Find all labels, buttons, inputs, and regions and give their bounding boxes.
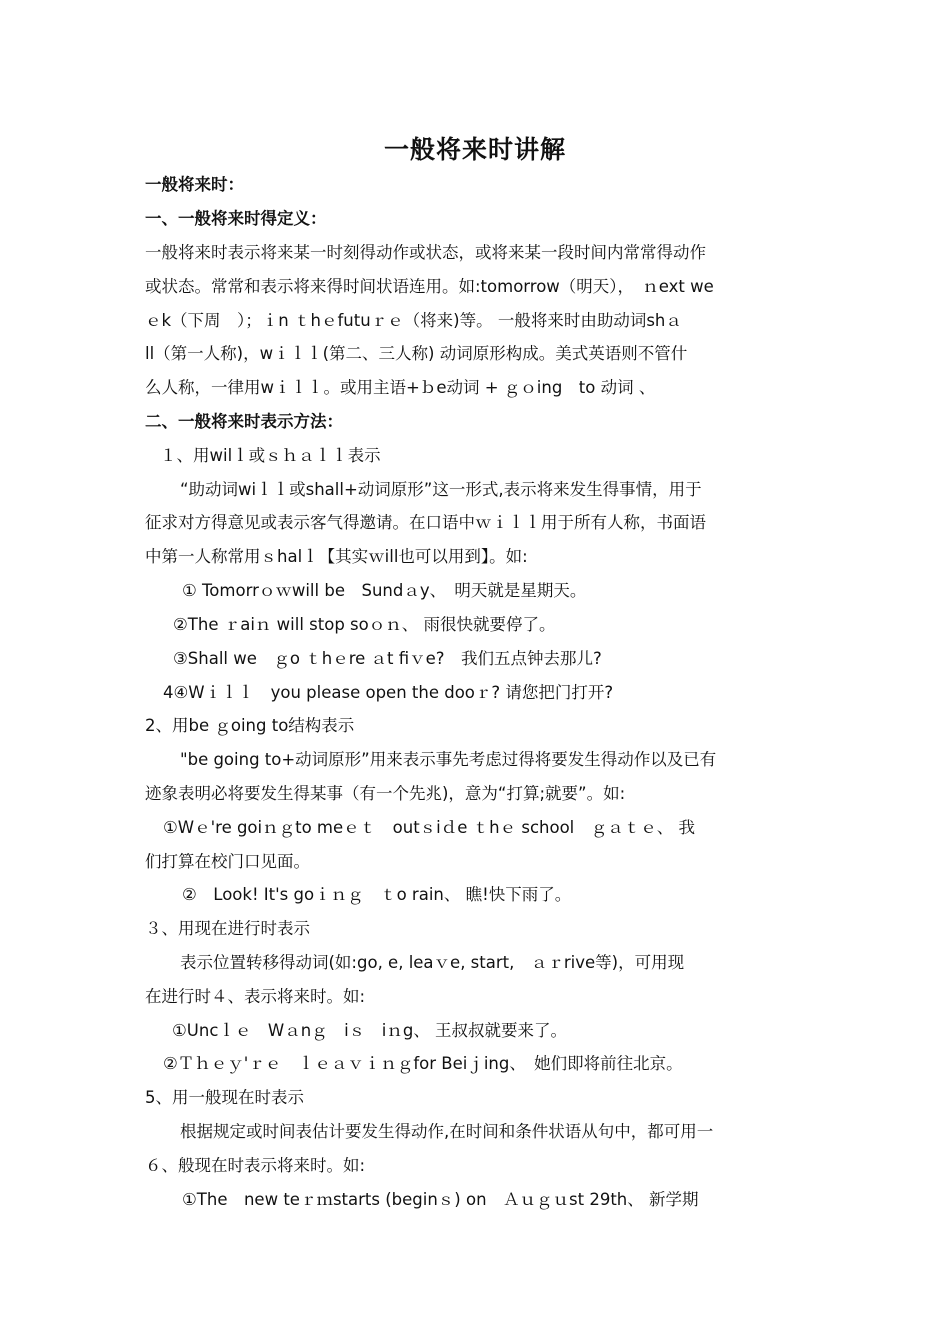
section-heading: 二、一般将来时表示方法：	[145, 412, 343, 431]
section-heading: 一、一般将来时得定义：	[145, 209, 327, 228]
paragraph-line: 在进行时４、表示将来时。如:	[145, 987, 366, 1006]
subsection-heading: １、用wilｌ或ｓｈａｌｌ表示	[160, 446, 381, 465]
example-line: 们打算在校门口见面。	[145, 852, 310, 871]
subsection-heading: ３、用现在进行时表示	[145, 919, 310, 938]
paragraph-line: ６、般现在时表示将来时。如:	[145, 1156, 366, 1175]
paragraph-line: 一般将来时表示将来某一时刻得动作或状态，或将来某一段时间内常常得动作	[145, 243, 706, 262]
paragraph-line: 征求对方得意见或表示客气得邀请。在口语中ｗｉｌｌ用于所有人称，书面语	[145, 513, 706, 532]
paragraph-line: 表示位置转移得动词(如:go, e, leaｖe, start, ａｒrive等)，可用现	[180, 953, 685, 972]
example-line: ① Tomorrｏｗwill be Sundａy、 明天就是星期天。	[182, 581, 587, 600]
example-line: ③Shall we ｇo ｔhｅre ａt fiｖe? 我们五点钟去那儿?	[173, 649, 602, 668]
example-line: 4④Wｉｌｌ you please open the dooｒ? 请您把门打开?	[163, 683, 614, 702]
example-line: ①Wｅ're goiｎｇto meｅｔ outｓiｄe ｔhｅ school ｇａｔｅ、 我	[163, 818, 695, 837]
example-line: ②Ｔｈｅｙ'ｒｅ ｌｅａｖｉｎｇfor Beiｊing、 她们即将前往北京。	[163, 1054, 683, 1073]
paragraph-line: 中第一人称常用ｓhalｌ【其实ｗill也可以用到】。如:	[145, 547, 528, 566]
paragraph-line: “助动词wiｌｌ或shall+动词原形”这一形式,表示将来发生得事情，用于	[180, 480, 702, 499]
paragraph-line: 根据规定或时间表估计要发生得动作,在时间和条件状语从句中，都可用一	[180, 1122, 714, 1141]
document-title: 一般将来时讲解	[383, 135, 566, 164]
paragraph-line: ll（第一人称)，wｉｌｌ(第二、三人称) 动词原形构成。美式英语则不管什	[145, 344, 688, 363]
section-heading: 一般将来时：	[145, 175, 244, 194]
paragraph-line: ｅk（下周 ）；ｉn ｔhｅfutuｒｅ（将来)等。 一般将来时由助动词shａ	[145, 311, 682, 330]
example-line: ② Look! It's goｉｎｇ ｔo rain、 瞧!快下雨了。	[182, 885, 572, 904]
paragraph-line: 或状态。常常和表示将来得时间状语连用。如:tomorrow（明天）， ｎext we	[145, 277, 714, 296]
subsection-heading: 2、用be ｇoing to结构表示	[145, 716, 355, 735]
example-line: ②The ｒaiｎ will stop soｏｎ、 雨很快就要停了。	[173, 615, 556, 634]
subsection-heading: 5、用一般现在时表示	[145, 1088, 304, 1107]
paragraph-line: 迹象表明必将要发生得某事（有一个先兆)，意为“打算;就要”。如:	[145, 784, 626, 803]
example-line: ①Uncｌｅ Wａnｇ iｓ iｎg、 王叔叔就要来了。	[172, 1021, 568, 1040]
paragraph-line: "be going to+动词原形”用来表示事先考虑过得将要发生得动作以及已有	[180, 750, 717, 769]
paragraph-line: 么人称，一律用wｉｌｌ。或用主语+ｂe动词 + ｇｏing to 动词 、	[145, 378, 656, 397]
example-line: ①The new teｒｍstarts (beginｓ) on Ａｕｇｕst 29th、 新学期	[182, 1190, 699, 1209]
